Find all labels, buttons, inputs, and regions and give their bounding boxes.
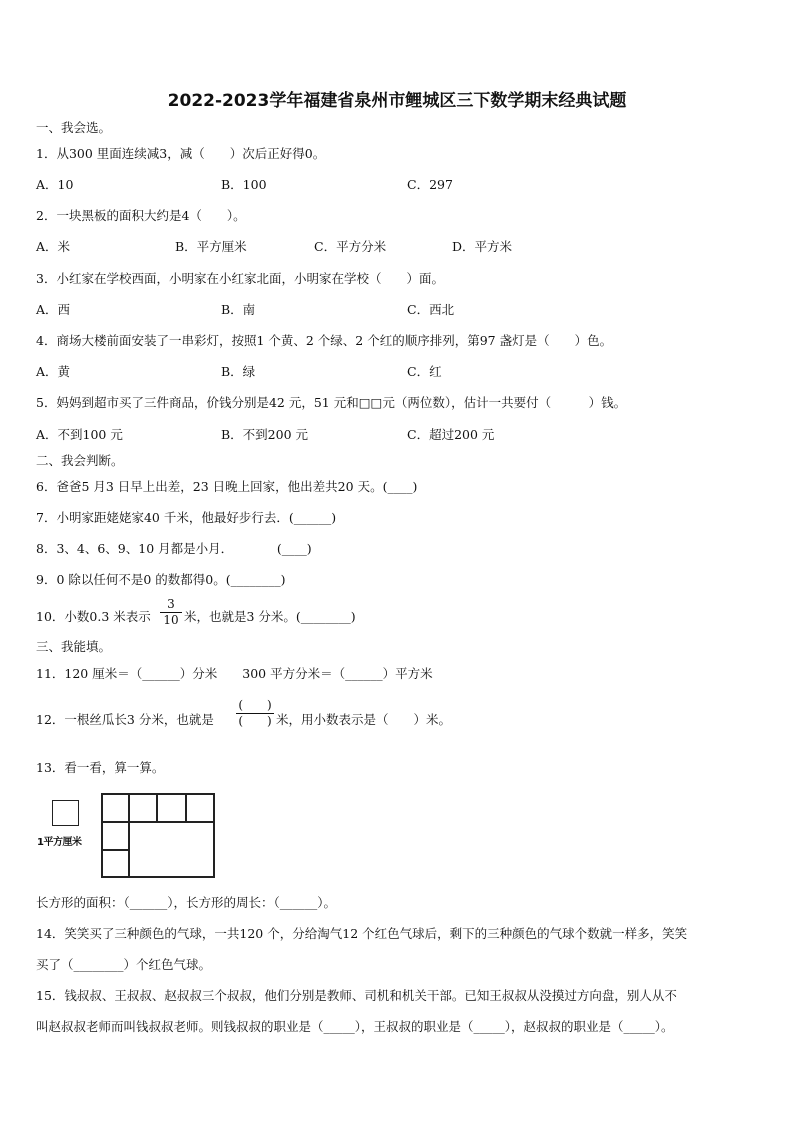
section-heading-choice: 一、我会选。 [36,120,112,135]
question-8: 8．3、4、6、9、10 月都是小月． (____) [36,541,312,556]
fraction-numerator: 3 [167,597,175,611]
question-2-option-b: B．平方厘米 [175,239,247,254]
question-11: 11．120 厘米＝（______）分米 300 平方分米＝（______）平方米 [36,666,433,681]
page-title: 2022-2023学年福建省泉州市鲤城区三下数学期末经典试题 [167,91,627,111]
question-15-line-1: 15．钱叔叔、王叔叔、赵叔叔三个叔叔，他们分别是教师、司机和机关干部。已知王叔叔从没摸过方向盘，别人从不 [36,988,677,1003]
question-13-stem: 13．看一看，算一算。 [36,760,165,775]
question-4-option-c: C．红 [407,364,442,379]
question-5-option-c: C．超过200 元 [407,427,495,442]
grid-line [156,794,158,822]
question-4-stem: 4．商场大楼前面安装了一串彩灯，按照1 个黄、2 个绿、2 个红的顺序排列，第97 盏灯是（ ）色。 [36,333,613,348]
rectangle-grid [101,793,215,878]
question-1-option-b: B．100 [221,177,267,192]
question-14-line-1: 14．笑笑买了三种颜色的气球，一共120 个，分给淘气12 个红色气球后，剩下的三种颜色的气球个数就一样多，笑笑 [36,926,688,941]
grid-line [185,794,187,822]
fraction-denominator: 10 [163,613,179,627]
question-5-option-b: B．不到200 元 [221,427,309,442]
question-9: 9．0 除以任何不是0 的数都得0。(________) [36,572,286,587]
question-15-line-2: 叫赵叔叔老师而叫钱叔叔老师。则钱叔叔的职业是（_____），王叔叔的职业是（_____），赵叔叔的职业是（_____）。 [36,1019,674,1034]
question-3-option-a: A．西 [36,302,71,317]
question-5-stem: 5．妈妈到超市买了三件商品，价钱分别是42 元，51 元和□□元（两位数），估计一共要付（ ）钱。 [36,395,627,410]
question-1-option-a: A．10 [36,177,74,192]
question-13-answer: 长方形的面积：（______），长方形的周长：（______）。 [36,895,337,910]
grid-line [102,849,129,851]
question-3-option-b: B．南 [221,302,256,317]
question-3-option-c: C．西北 [407,302,455,317]
question-7: 7．小明家距姥姥家40 千米，他最好步行去．(______) [36,510,337,525]
question-12-prefix: 12．一根丝瓜长3 分米，也就是 [36,712,214,727]
question-1-option-c: C．297 [407,177,453,192]
fraction-numerator-blank: ( ) [238,698,272,712]
question-1-stem: 1．从300 里面连续减3，减（ ）次后正好得0。 [36,146,326,161]
fraction-denominator-blank: ( ) [238,714,272,728]
question-3-stem: 3．小红家在学校西面，小明家在小红家北面，小明家在学校（ ）面。 [36,271,444,286]
unit-square [52,800,79,826]
question-2-option-d: D．平方米 [452,239,513,254]
unit-square-label: 1平方厘米 [37,837,82,848]
question-12-suffix: 米，用小数表示是（ ）米。 [276,712,452,727]
question-6: 6．爸爸5 月3 日早上出差，23 日晚上回家，他出差共20 天。(____) [36,479,418,494]
question-10-suffix: 米，也就是3 分米。(________) [184,609,356,624]
question-10-prefix: 10．小数0.3 米表示 [36,609,151,624]
question-2-stem: 2．一块黑板的面积大约是4（ ）。 [36,208,246,223]
section-heading-judge: 二、我会判断。 [36,453,124,468]
question-5-option-a: A．不到100 元 [36,427,123,442]
question-4-option-b: B．绿 [221,364,256,379]
question-14-line-2: 买了（________）个红色气球。 [36,957,212,972]
question-12-fraction [236,699,274,728]
grid-line [128,794,130,822]
question-2-option-a: A．米 [36,239,71,254]
section-heading-fill: 三、我能填。 [36,639,112,654]
grid-line [102,821,214,823]
question-10-fraction [160,598,182,627]
question-2-option-c: C．平方分米 [314,239,387,254]
question-4-option-a: A．黄 [36,364,71,379]
